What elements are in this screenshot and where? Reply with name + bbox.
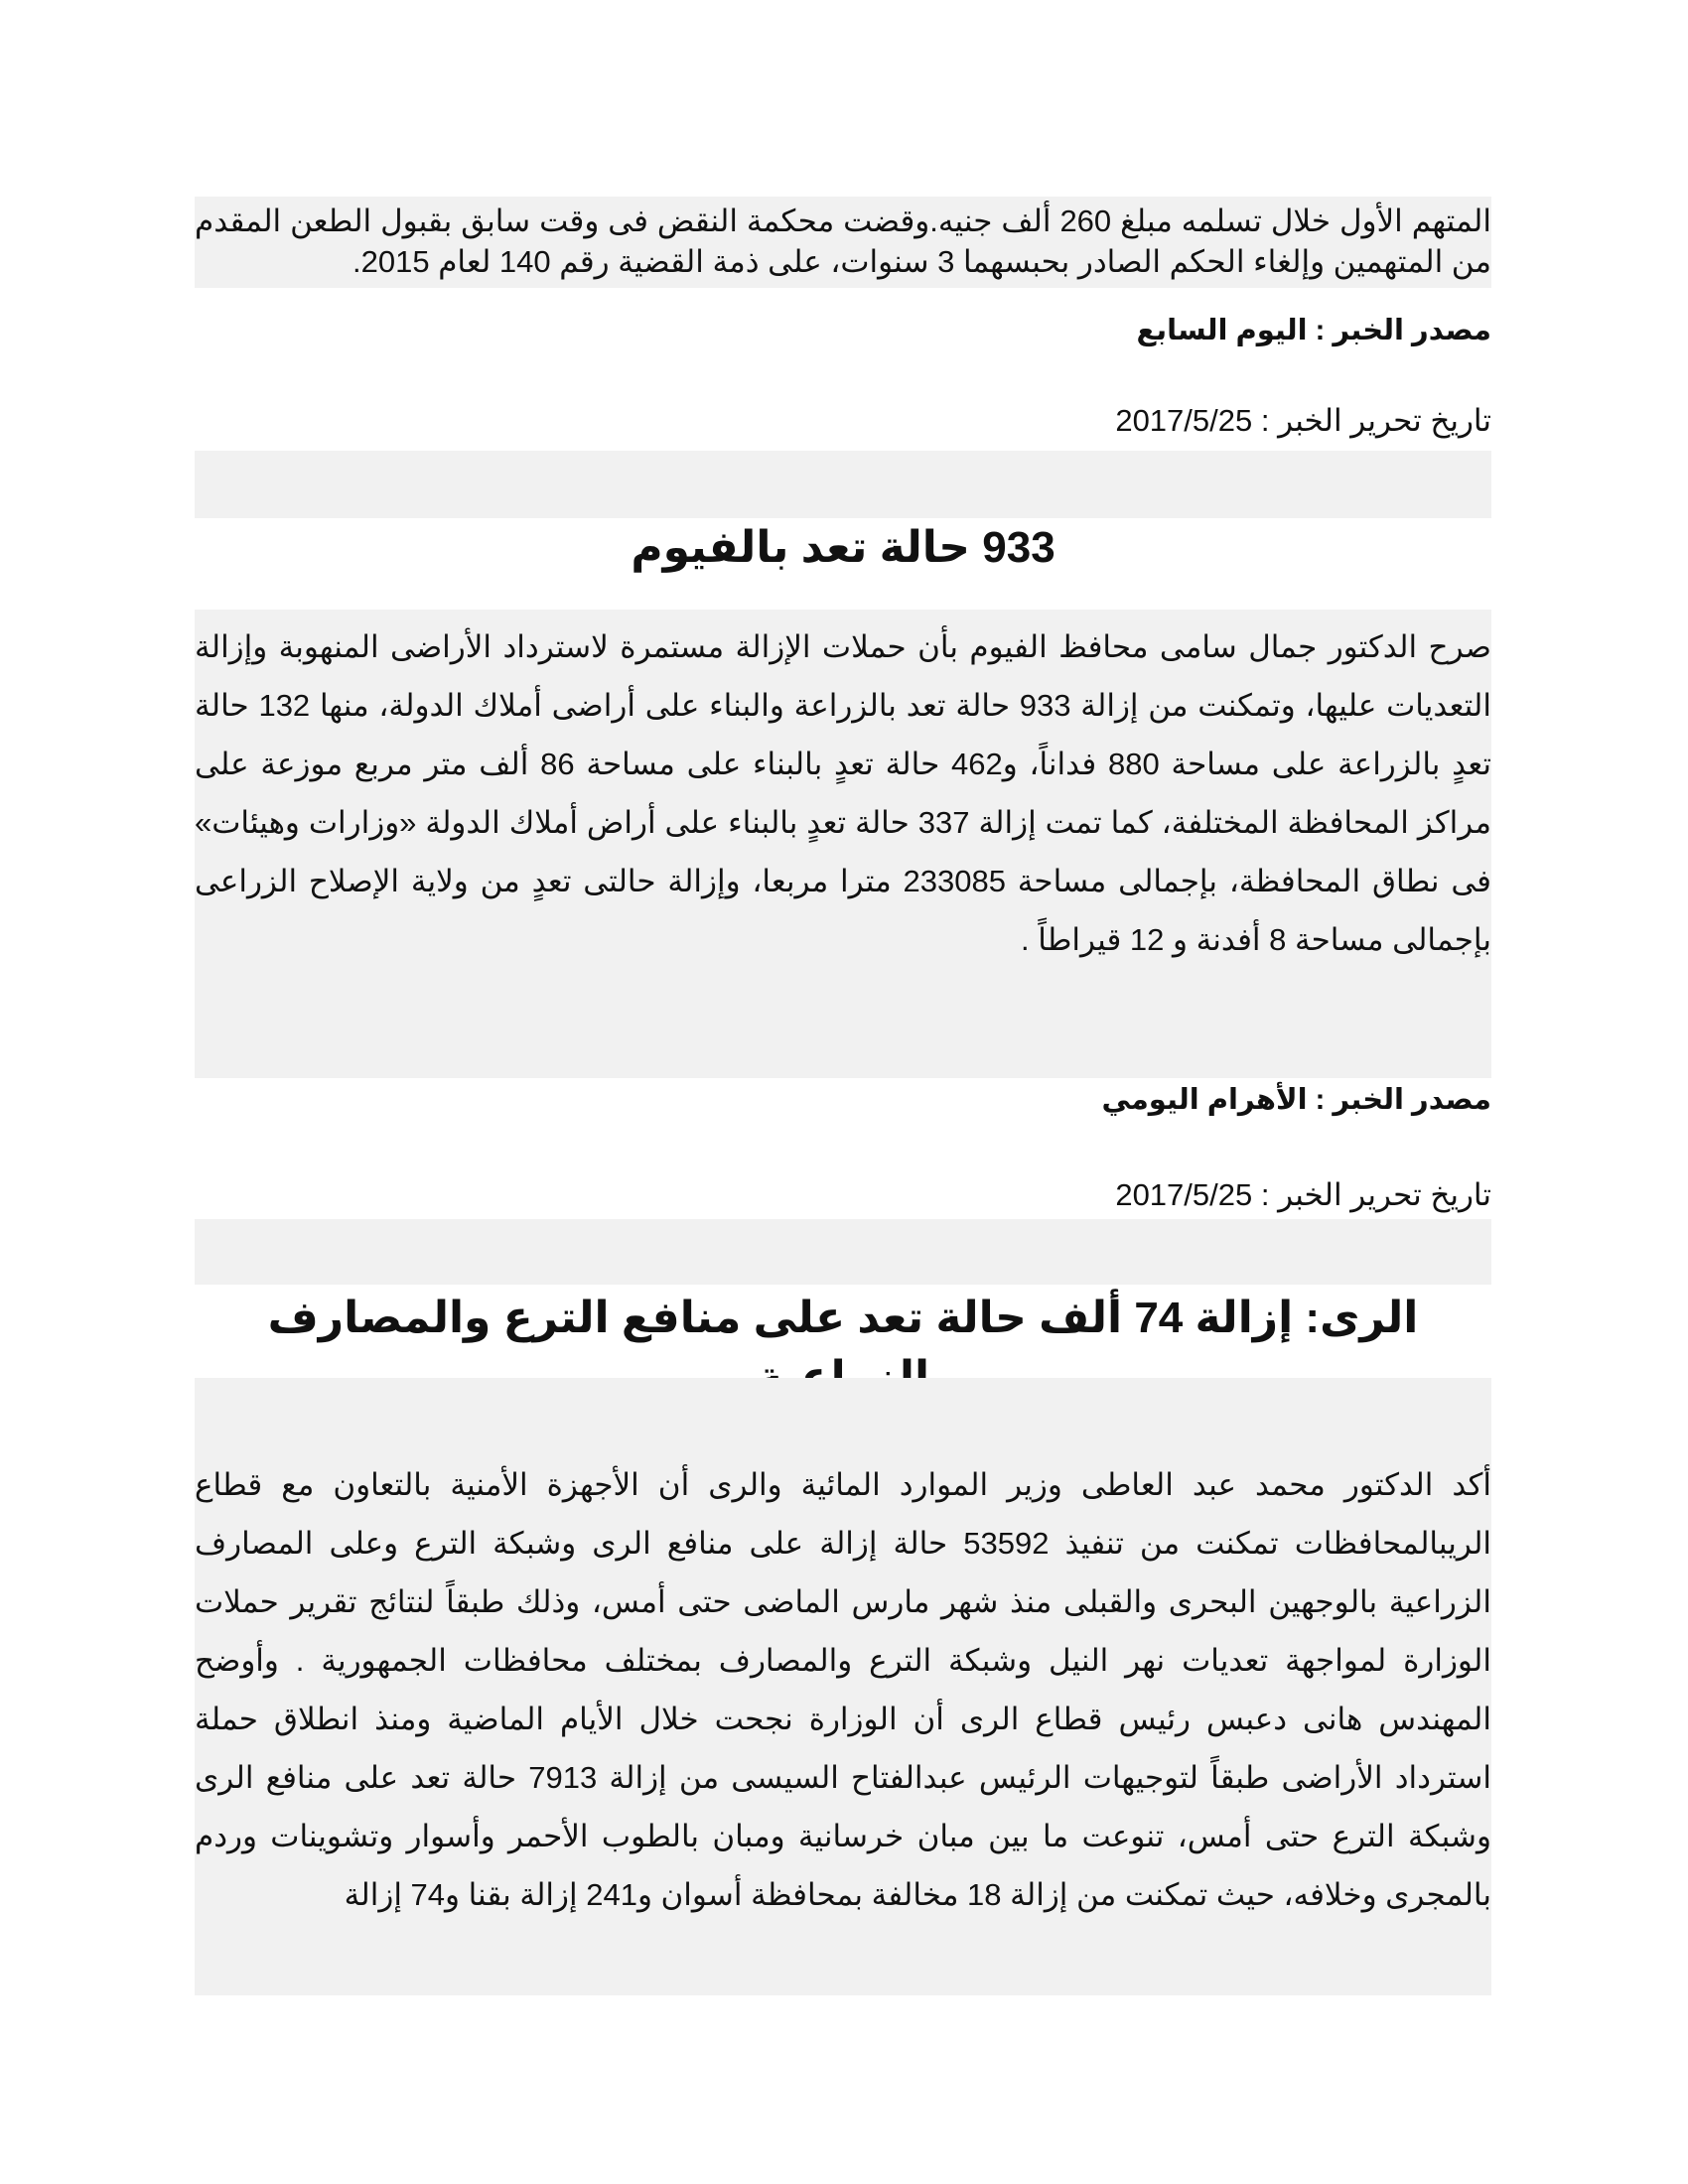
intro-date-value: 2017/5/25 [1115, 403, 1253, 438]
article1-source-label: مصدر الخبر : [1307, 1084, 1491, 1116]
intro-date [195, 401, 1491, 441]
intro-date-label: تاريخ تحرير الخبر : [1252, 403, 1491, 438]
article2-body: أكد الدكتور محمد عبد العاطى وزير الموارد المائية والرى أن الأجهزة الأمنية بالتعاون مع قطاع الريبالمحافظات تمكنت من تنفيذ 53592 حالة إزالة على منافع الرى وشبكة الترع وعلى المصارف الزراعية بالوجهين البحرى والقبلى منذ شهر مارس الماضى حتى أمس، وذلك طبقاً لنتائج تقرير حملات الوزارة لمواجهة تعديات نهر النيل وشبكة الترع والمصارف بمختلف محافظات الجمهورية . وأوضح المهندس هانى دعبس رئيس قطاع الرى أن الوزارة نجحت خلال الأيام الماضية ومنذ انطلاق حملة استرداد الأراضى طبقاً لتوجيهات الرئيس عبدالفتاح السيسى من إزالة 7913 حالة تعد على منافع الرى وشبكة الترع حتى أمس، تنوعت ما بين مبان خرسانية ومبان بالطوب الأحمر وأسوار وتشوينات وردم بالمجرى وخلافه، حيث تمكنت من إزالة 18 مخالفة بمحافظة أسوان و241 إزالة بقنا و74 إزالة [195, 1451, 1491, 1995]
article1-date [195, 1175, 1491, 1215]
article1-source-value: الأهرام اليومي [1101, 1084, 1308, 1116]
intro-paragraph: المتهم الأول خلال تسلمه مبلغ 260 ألف جنيه.وقضت محكمة النقض فى وقت سابق بقبول الطعن المقدم من المتهمين وإلغاء الحكم الصادر بحبسهما 3 سنوات، على ذمة القضية رقم 140 لعام 2015. [195, 197, 1491, 288]
article1-body: صرح الدكتور جمال سامى محافظ الفيوم بأن حملات الإزالة مستمرة لاسترداد الأراضى المنهوبة وإزالة التعديات عليها، وتمكنت من إزالة 933 حالة تعد بالزراعة والبناء على أراضى أملاك الدولة، منها 132 حالة تعدٍ بالزراعة على مساحة 880 فداناً، و462 حالة تعدٍ بالبناء على مساحة 86 ألف متر مربع موزعة على مراكز المحافظة المختلفة، كما تمت إزالة 337 حالة تعدٍ بالبناء على أراض أملاك الدولة «وزارات وهيئات» فى نطاق المحافظة، بإجمالى مساحة 233085 مترا مربعا، وإزالة حالتى تعدٍ من ولاية الإصلاح الزراعى بإجمالى مساحة 8 أفدنة و 12 قيراطاً . [195, 610, 1491, 1078]
article1-title: 933 حالة تعد بالفيوم [631, 523, 1055, 572]
section-divider [195, 451, 1491, 518]
section-divider-2 [195, 1219, 1491, 1285]
article2-title: الرى: إزالة 74 ألف حالة تعد على منافع الترع والمصارف [267, 1294, 1419, 1342]
article1-date-label: تاريخ تحرير الخبر : [1252, 1177, 1491, 1212]
intro-source-label: مصدر الخبر : [1307, 315, 1491, 346]
intro-source [195, 311, 1491, 350]
article1-source [195, 1080, 1491, 1120]
article2-top-spacer [195, 1378, 1491, 1451]
article1-date-value: 2017/5/25 [1115, 1177, 1253, 1212]
intro-source-value: اليوم السابع [1136, 315, 1308, 346]
